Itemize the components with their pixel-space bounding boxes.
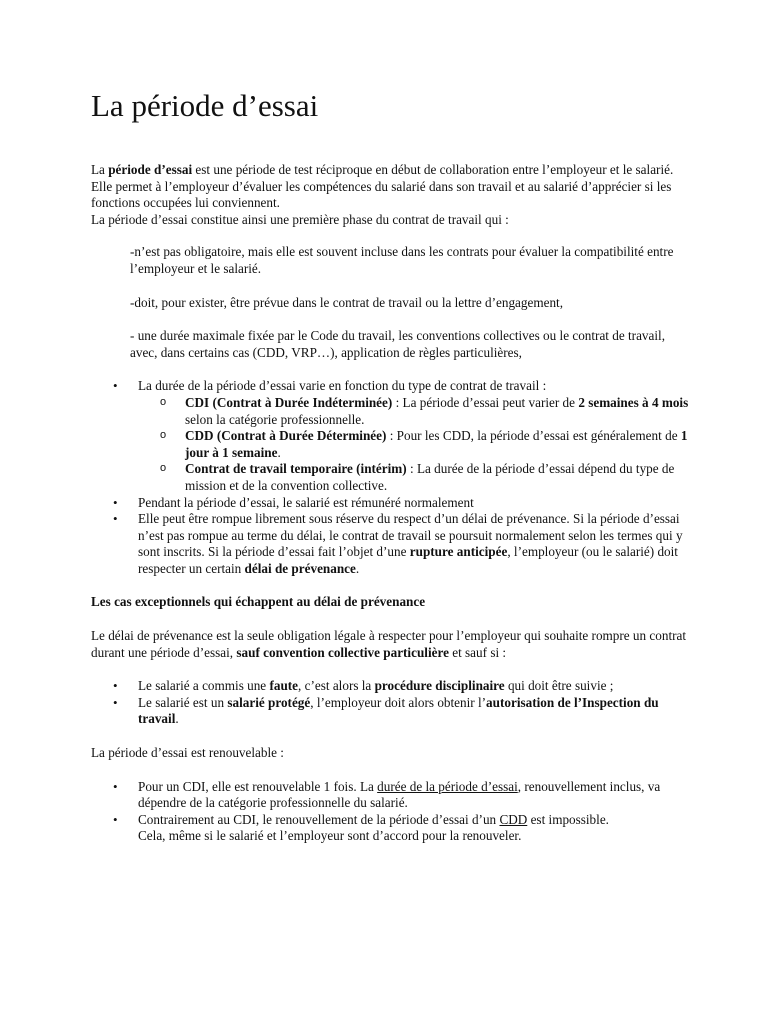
duration-list [91,378,691,577]
cdd-link[interactable]: CDD [499,811,528,827]
document-content [91,86,691,845]
list-item-cdd: o CDD (Contrat à Durée Déterminée) : Pour les CDD, la période d’essai est généralement de 1 jour à 1 semaine. [138,428,691,461]
list-item-cdi: o CDI (Contrat à Durée Indéterminée) : La période d’essai peut varier de 2 semaines à 4 mois selon la catégorie professionnelle. [138,395,691,428]
renew-intro: La période d’essai est renouvelable : [91,745,284,761]
list-item-paid: • Pendant la période d’essai, le salarié est rémunéré normalement [91,495,691,512]
list-item-rupture: • Elle peut être rompue librement sous réserve du respect d’un délai de prévenance. Si la période d’essai n’est pas rompue au terme du délai, le contrat de travail se poursuit normalement selon les termes qui y sont inscrits. Si la période d’essai fait l’objet d’une rupture anticipée, l’employeur (ou le salarié) doit respecter un certain délai de prévenance. [91,511,691,577]
list-item-interim: o Contrat de travail temporaire (intérim) : La durée de la période d’essai dépend du type de mission et de la convention collective. [138,461,691,494]
page-title: La période d’essai [91,88,319,123]
list-item: • La durée de la période d’essai varie en fonction du type de contrat de travail : o CDI (Contrat à Durée Indéterminée) : La période d’essai peut varier de 2 semaines à 4 mois selon la catégorie professionnelle. o CDD (Contrat à Durée Déterminée) : Pour les CDD, la période d’essai est généralement de 1 jour à 1 semaine. o Contrat de travail temporaire (intérim) : La durée de la période d’essai dépend du type de mission et de la convention collective. [91,378,691,494]
exception-list [91,678,691,728]
feature-not-mandatory: -n’est pas obligatoire, mais elle est souvent incluse dans les contrats pour évaluer la compatibilité entre l’employeur et le salarié. [130,244,674,276]
duree-periode-essai-link[interactable]: durée de la période d’essai [377,778,518,794]
feature-max-duration: - une durée maximale fixée par le Code du travail, les conventions collectives ou le contrat de travail, avec, dans certains cas (CDD, VRP…), application de règles particulières, [130,328,665,360]
contract-type-list [138,395,691,495]
intro-paragraph: La période d’essai est une période de test réciproque en début de collaboration entre l’employeur et le salarié. Elle permet à l’employeur d’évaluer les compétences du salarié dans son travail et au salarié d’apprécier si les fonctions occupées lui conviennent. [91,162,674,211]
cdd-note: Cela, même si le salarié et l’employeur sont d’accord pour la renouveler. [138,828,522,844]
intro-paragraph-2: La période d’essai constitue ainsi une première phase du contrat de travail qui : [91,211,509,227]
list-item-faute: • Le salarié a commis une faute, c’est alors la procédure disciplinaire qui doit être suivie ; [91,678,691,695]
list-item-protege: • Le salarié est un salarié protégé, l’employeur doit alors obtenir l’autorisation de l’Inspection du travail. [91,695,691,728]
list-item-renew-cdd: • Contrairement au CDI, le renouvellement de la période d’essai d’un CDD est impossible. Cela, même si le salarié et l’employeur sont d’accord pour la renouveler. [91,812,691,845]
section-paragraph: Le délai de prévenance est la seule obligation légale à respecter pour l’employeur qui souhaite rompre un contrat durant une période d’essai, sauf convention collective particulière et sauf si : [91,628,687,660]
list-item-renew-cdi: • Pour un CDI, elle est renouvelable 1 fois. La durée de la période d’essai, renouvellement inclus, va dépendre de la catégorie professionnelle du salarié. [91,779,691,812]
renew-list [91,779,691,845]
feature-contract: -doit, pour exister, être prévue dans le contrat de travail ou la lettre d’engagement, [130,294,564,310]
section-heading: Les cas exceptionnels qui échappent au délai de prévenance [91,594,426,610]
